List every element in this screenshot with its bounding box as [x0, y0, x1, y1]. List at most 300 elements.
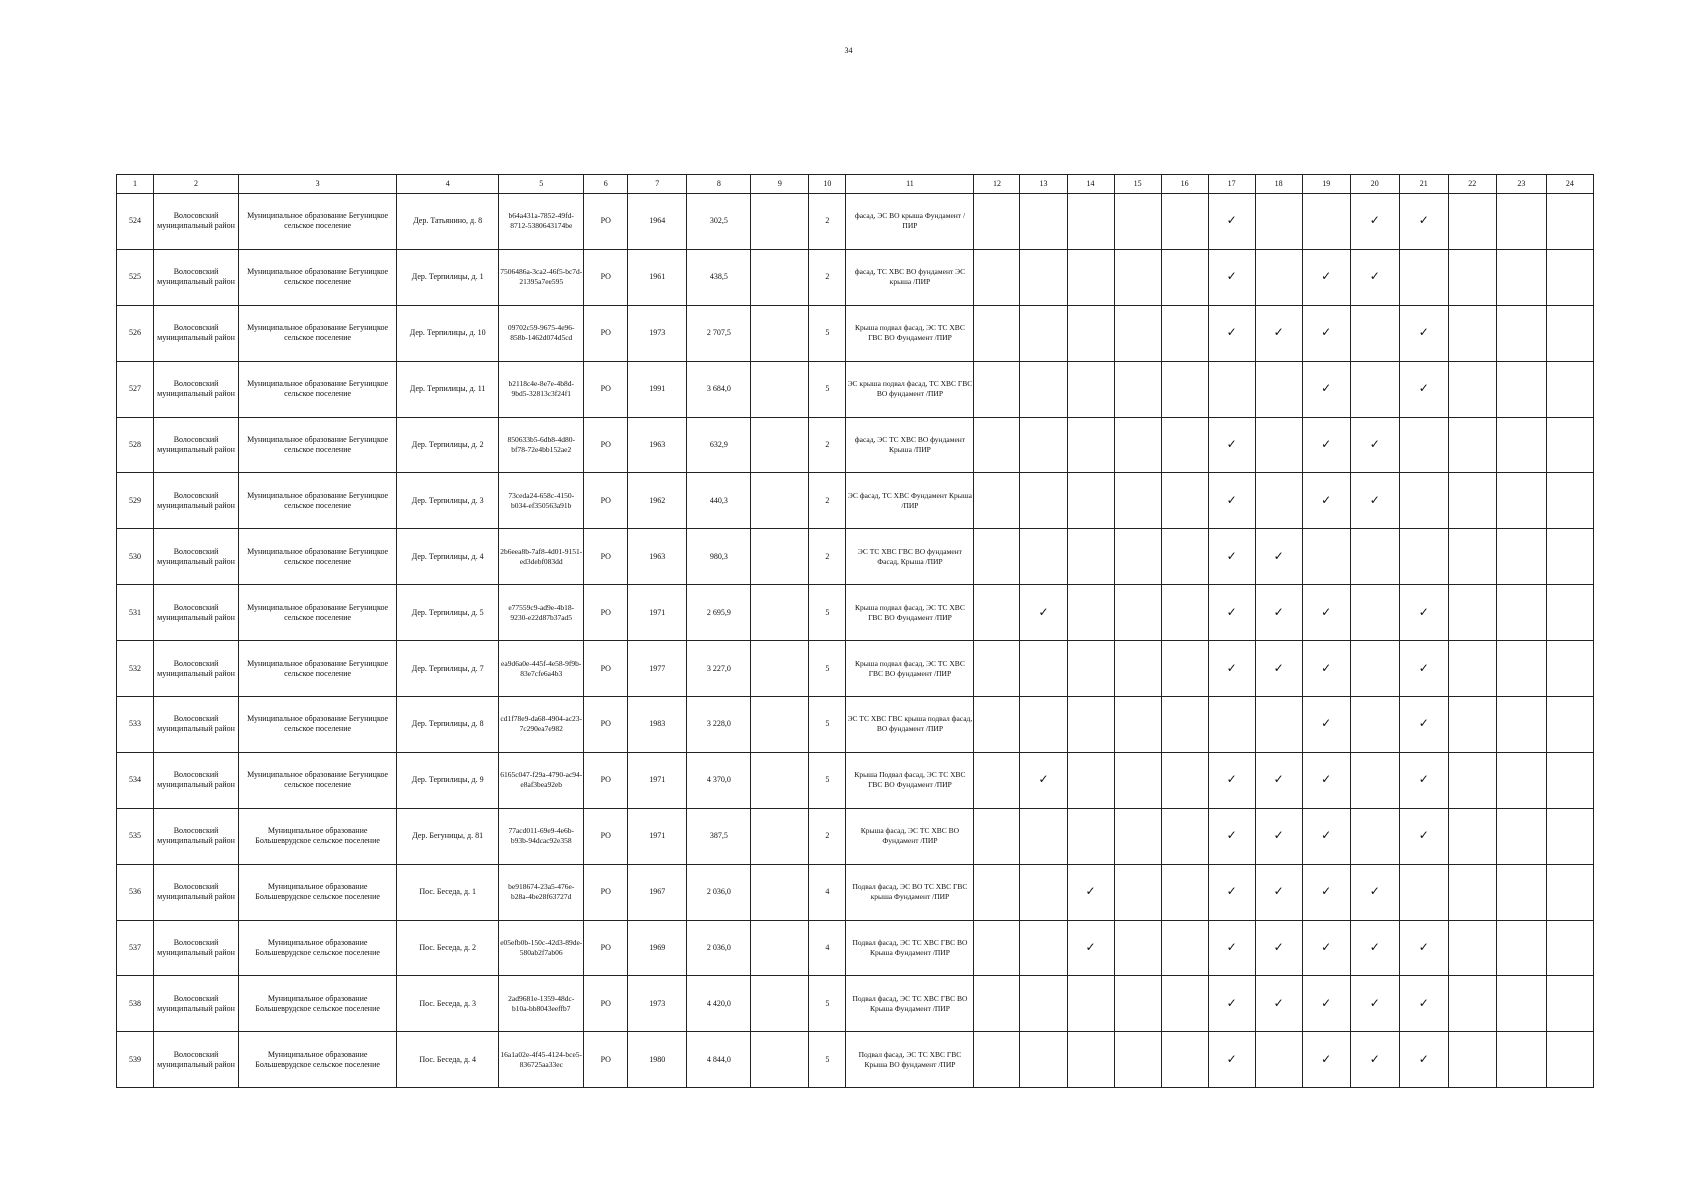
col9-cell [751, 305, 809, 361]
checkmark-icon: ✓ [1321, 269, 1332, 284]
checkmark-icon: ✓ [1418, 995, 1429, 1010]
check-cell-22 [1448, 1032, 1496, 1088]
checkmark-icon: ✓ [1369, 1051, 1380, 1066]
checkmark-icon: ✓ [1273, 884, 1284, 899]
row-number: 539 [117, 1032, 154, 1088]
check-cell-24 [1546, 864, 1593, 920]
guid-cell: 7506486a-3ca2-46f5-bc7d-21395a7ee595 [499, 249, 584, 305]
col9-cell [751, 864, 809, 920]
check-cell-17 [1208, 361, 1255, 417]
checkmark-icon: ✓ [1273, 325, 1284, 340]
type-cell: РО [584, 585, 628, 641]
column-header-9: 9 [751, 175, 809, 194]
check-cell-20 [1350, 585, 1399, 641]
checkmark-icon: ✓ [1273, 604, 1284, 619]
check-cell-15 [1114, 473, 1161, 529]
guid-cell: 2b6eea8b-7af8-4d01-9151-ed3debf083dd [499, 529, 584, 585]
check-cell-19 [1302, 529, 1350, 585]
check-cell-15 [1114, 585, 1161, 641]
checkmark-icon: ✓ [1321, 492, 1332, 507]
table-body [117, 194, 1594, 1088]
checkmark-icon: ✓ [1321, 772, 1332, 787]
check-cell-18 [1255, 249, 1302, 305]
check-cell-23 [1496, 697, 1546, 753]
floors-cell: 2 [809, 194, 846, 250]
column-header-12: 12 [974, 175, 1020, 194]
check-cell-24 [1546, 976, 1593, 1032]
checkmark-icon: ✓ [1226, 325, 1237, 340]
works-cell: ЭС крыша подвал фасад, ТС ХВС ГВС ВО фундамент /ПИР [846, 361, 974, 417]
check-cell-22 [1448, 641, 1496, 697]
check-cell-13 [1020, 697, 1067, 753]
check-cell-16 [1161, 473, 1208, 529]
guid-cell: 2ad9681e-1359-48dc-b10a-bb8043eeffb7 [499, 976, 584, 1032]
check-cell-22 [1448, 417, 1496, 473]
check-cell-13 [1020, 808, 1067, 864]
check-cell-22 [1448, 752, 1496, 808]
checkmark-icon: ✓ [1273, 772, 1284, 787]
type-cell: РО [584, 920, 628, 976]
row-number: 537 [117, 920, 154, 976]
area-cell: 4 420,0 [687, 976, 751, 1032]
check-cell-18 [1255, 361, 1302, 417]
column-header-23: 23 [1496, 175, 1546, 194]
table-row [117, 585, 1594, 641]
floors-cell: 2 [809, 417, 846, 473]
year-cell: 1961 [628, 249, 687, 305]
checkmark-icon: ✓ [1085, 940, 1096, 955]
checkmark-icon: ✓ [1226, 884, 1237, 899]
guid-cell: 09702c59-9675-4e96-858b-1462d074d5cd [499, 305, 584, 361]
works-cell: ЭС фасад, ТС ХВС Фундамент Крыша /ПИР [846, 473, 974, 529]
checkmark-icon: ✓ [1273, 548, 1284, 563]
check-cell-21 [1399, 194, 1448, 250]
col9-cell [751, 417, 809, 473]
check-cell-19 [1302, 808, 1350, 864]
check-cell-15 [1114, 194, 1161, 250]
check-cell-21 [1399, 1032, 1448, 1088]
guid-cell: b2118c4e-8e7e-4b8d-9bd5-32813c3f24f1 [499, 361, 584, 417]
floors-cell: 5 [809, 697, 846, 753]
checkmark-icon: ✓ [1418, 1051, 1429, 1066]
district-cell: Волосовский муниципальный район [154, 305, 239, 361]
municipality-cell: Муниципальное образование Бегуницкое сельское поселение [239, 641, 397, 697]
check-cell-24 [1546, 1032, 1593, 1088]
district-cell: Волосовский муниципальный район [154, 194, 239, 250]
check-cell-17 [1208, 752, 1255, 808]
check-cell-22 [1448, 585, 1496, 641]
check-cell-22 [1448, 194, 1496, 250]
floors-cell: 2 [809, 529, 846, 585]
check-cell-13 [1020, 920, 1067, 976]
check-cell-17 [1208, 305, 1255, 361]
check-cell-15 [1114, 1032, 1161, 1088]
floors-cell: 5 [809, 585, 846, 641]
check-cell-12 [974, 249, 1020, 305]
check-cell-24 [1546, 752, 1593, 808]
check-cell-23 [1496, 752, 1546, 808]
row-number: 527 [117, 361, 154, 417]
check-cell-16 [1161, 920, 1208, 976]
check-cell-12 [974, 361, 1020, 417]
floors-cell: 5 [809, 641, 846, 697]
row-number: 532 [117, 641, 154, 697]
check-cell-15 [1114, 864, 1161, 920]
check-cell-15 [1114, 305, 1161, 361]
district-cell: Волосовский муниципальный район [154, 417, 239, 473]
row-number: 530 [117, 529, 154, 585]
works-cell: фасад, ЭС ТС ХВС ВО фундамент Крыша /ПИР [846, 417, 974, 473]
checkmark-icon: ✓ [1273, 660, 1284, 675]
check-cell-19 [1302, 976, 1350, 1032]
check-cell-21 [1399, 976, 1448, 1032]
address-cell: Дер. Терпилицы, д. 11 [397, 361, 499, 417]
municipality-cell: Муниципальное образование Бегуницкое сельское поселение [239, 249, 397, 305]
column-header-10: 10 [809, 175, 846, 194]
column-header-14: 14 [1067, 175, 1114, 194]
checkmark-icon: ✓ [1321, 604, 1332, 619]
year-cell: 1983 [628, 697, 687, 753]
check-cell-17 [1208, 864, 1255, 920]
check-cell-14 [1067, 864, 1114, 920]
check-cell-18 [1255, 305, 1302, 361]
check-cell-16 [1161, 249, 1208, 305]
guid-cell: 850633b5-6db8-4d80-bf78-72e4bb152ae2 [499, 417, 584, 473]
address-cell: Дер. Терпилицы, д. 10 [397, 305, 499, 361]
check-cell-12 [974, 585, 1020, 641]
check-cell-17 [1208, 1032, 1255, 1088]
check-cell-22 [1448, 529, 1496, 585]
check-cell-14 [1067, 249, 1114, 305]
check-cell-18 [1255, 585, 1302, 641]
municipality-cell: Муниципальное образование Большеврудское сельское поселение [239, 976, 397, 1032]
check-cell-14 [1067, 194, 1114, 250]
check-cell-12 [974, 864, 1020, 920]
address-cell: Дер. Терпилицы, д. 7 [397, 641, 499, 697]
check-cell-15 [1114, 249, 1161, 305]
check-cell-18 [1255, 752, 1302, 808]
column-header-2: 2 [154, 175, 239, 194]
table-row [117, 473, 1594, 529]
checkmark-icon: ✓ [1418, 213, 1429, 228]
check-cell-18 [1255, 417, 1302, 473]
check-cell-19 [1302, 1032, 1350, 1088]
checkmark-icon: ✓ [1085, 884, 1096, 899]
checkmark-icon: ✓ [1321, 325, 1332, 340]
check-cell-23 [1496, 920, 1546, 976]
col9-cell [751, 808, 809, 864]
check-cell-20 [1350, 976, 1399, 1032]
checkmark-icon: ✓ [1226, 437, 1237, 451]
row-number: 526 [117, 305, 154, 361]
municipality-cell: Муниципальное образование Бегуницкое сельское поселение [239, 473, 397, 529]
area-cell: 2 707,5 [687, 305, 751, 361]
check-cell-19 [1302, 585, 1350, 641]
check-cell-12 [974, 641, 1020, 697]
check-cell-12 [974, 697, 1020, 753]
column-header-17: 17 [1208, 175, 1255, 194]
table-row [117, 361, 1594, 417]
column-header-11: 11 [846, 175, 974, 194]
address-cell: Пос. Беседа, д. 2 [397, 920, 499, 976]
year-cell: 1971 [628, 808, 687, 864]
check-cell-19 [1302, 752, 1350, 808]
floors-cell: 5 [809, 976, 846, 1032]
guid-cell: 73ceda24-658c-4150-b034-ef350563a91b [499, 473, 584, 529]
check-cell-13 [1020, 473, 1067, 529]
checkmark-icon: ✓ [1273, 995, 1284, 1010]
checkmark-icon: ✓ [1038, 604, 1049, 619]
check-cell-21 [1399, 752, 1448, 808]
municipality-cell: Муниципальное образование Бегуницкое сельское поселение [239, 361, 397, 417]
area-cell: 302,5 [687, 194, 751, 250]
check-cell-22 [1448, 808, 1496, 864]
checkmark-icon: ✓ [1273, 940, 1284, 955]
works-cell: Крыша фасад, ЭС ТС ХВС ВО Фундамент /ПИР [846, 808, 974, 864]
col9-cell [751, 249, 809, 305]
check-cell-14 [1067, 920, 1114, 976]
check-cell-24 [1546, 361, 1593, 417]
checkmark-icon: ✓ [1418, 828, 1429, 843]
check-cell-24 [1546, 808, 1593, 864]
check-cell-18 [1255, 1032, 1302, 1088]
check-cell-23 [1496, 808, 1546, 864]
municipality-cell: Муниципальное образование Бегуницкое сельское поселение [239, 752, 397, 808]
check-cell-20 [1350, 417, 1399, 473]
works-cell: фасад, ТС ХВС ВО фундамент ЭС крыша /ПИР [846, 249, 974, 305]
check-cell-17 [1208, 529, 1255, 585]
check-cell-12 [974, 752, 1020, 808]
check-cell-18 [1255, 920, 1302, 976]
col9-cell [751, 194, 809, 250]
row-number: 529 [117, 473, 154, 529]
year-cell: 1971 [628, 585, 687, 641]
checkmark-icon: ✓ [1226, 660, 1237, 675]
guid-cell: 6165c047-f29a-4790-ac94-e8af3bea92eb [499, 752, 584, 808]
check-cell-16 [1161, 976, 1208, 1032]
check-cell-17 [1208, 194, 1255, 250]
table-row [117, 305, 1594, 361]
guid-cell: cd1f78e9-da68-4904-ac23-7c290ea7e982 [499, 697, 584, 753]
check-cell-21 [1399, 808, 1448, 864]
check-cell-19 [1302, 417, 1350, 473]
check-cell-21 [1399, 305, 1448, 361]
table-row [117, 249, 1594, 305]
year-cell: 1973 [628, 976, 687, 1032]
check-cell-16 [1161, 585, 1208, 641]
floors-cell: 5 [809, 305, 846, 361]
floors-cell: 5 [809, 752, 846, 808]
check-cell-19 [1302, 249, 1350, 305]
column-header-15: 15 [1114, 175, 1161, 194]
column-header-13: 13 [1020, 175, 1067, 194]
col9-cell [751, 641, 809, 697]
check-cell-12 [974, 1032, 1020, 1088]
table-row [117, 194, 1594, 250]
checkmark-icon: ✓ [1226, 772, 1237, 787]
district-cell: Волосовский муниципальный район [154, 920, 239, 976]
year-cell: 1977 [628, 641, 687, 697]
check-cell-24 [1546, 473, 1593, 529]
header-row [117, 175, 1594, 194]
col9-cell [751, 920, 809, 976]
check-cell-17 [1208, 697, 1255, 753]
check-cell-12 [974, 473, 1020, 529]
area-cell: 4 370,0 [687, 752, 751, 808]
check-cell-19 [1302, 864, 1350, 920]
column-header-24: 24 [1546, 175, 1593, 194]
check-cell-23 [1496, 417, 1546, 473]
check-cell-17 [1208, 249, 1255, 305]
table-row [117, 641, 1594, 697]
floors-cell: 5 [809, 1032, 846, 1088]
check-cell-20 [1350, 249, 1399, 305]
address-cell: Пос. Беседа, д. 1 [397, 864, 499, 920]
check-cell-24 [1546, 194, 1593, 250]
row-number: 531 [117, 585, 154, 641]
district-cell: Волосовский муниципальный район [154, 976, 239, 1032]
works-cell: Крыша подвал фасад, ЭС ТС ХВС ГВС ВО фундамент /ПИР [846, 641, 974, 697]
type-cell: РО [584, 417, 628, 473]
check-cell-15 [1114, 752, 1161, 808]
checkmark-icon: ✓ [1418, 660, 1429, 675]
checkmark-icon: ✓ [1226, 269, 1237, 284]
check-cell-21 [1399, 249, 1448, 305]
row-number: 538 [117, 976, 154, 1032]
type-cell: РО [584, 529, 628, 585]
floors-cell: 5 [809, 361, 846, 417]
area-cell: 3 228,0 [687, 697, 751, 753]
check-cell-18 [1255, 976, 1302, 1032]
checkmark-icon: ✓ [1369, 213, 1380, 228]
type-cell: РО [584, 752, 628, 808]
check-cell-14 [1067, 697, 1114, 753]
address-cell: Дер. Татьянино, д. 8 [397, 194, 499, 250]
check-cell-24 [1546, 585, 1593, 641]
check-cell-18 [1255, 194, 1302, 250]
address-cell: Дер. Терпилицы, д. 5 [397, 585, 499, 641]
checkmark-icon: ✓ [1321, 660, 1332, 675]
check-cell-20 [1350, 808, 1399, 864]
district-cell: Волосовский муниципальный район [154, 808, 239, 864]
check-cell-16 [1161, 194, 1208, 250]
check-cell-21 [1399, 920, 1448, 976]
address-cell: Дер. Терпилицы, д. 8 [397, 697, 499, 753]
guid-cell: e77559c9-ad9e-4b18-9230-e22d87b37ad5 [499, 585, 584, 641]
type-cell: РО [584, 1032, 628, 1088]
municipality-cell: Муниципальное образование Большеврудское сельское поселение [239, 808, 397, 864]
check-cell-13 [1020, 305, 1067, 361]
check-cell-20 [1350, 1032, 1399, 1088]
table-row [117, 417, 1594, 473]
table-row [117, 864, 1594, 920]
area-cell: 3 227,0 [687, 641, 751, 697]
municipality-cell: Муниципальное образование Бегуницкое сельское поселение [239, 697, 397, 753]
type-cell: РО [584, 194, 628, 250]
column-header-1: 1 [117, 175, 154, 194]
check-cell-20 [1350, 864, 1399, 920]
check-cell-24 [1546, 249, 1593, 305]
check-cell-15 [1114, 920, 1161, 976]
year-cell: 1964 [628, 194, 687, 250]
column-header-5: 5 [499, 175, 584, 194]
col9-cell [751, 473, 809, 529]
check-cell-23 [1496, 864, 1546, 920]
check-cell-13 [1020, 976, 1067, 1032]
row-number: 534 [117, 752, 154, 808]
works-cell: ЭС ТС ХВС ГВС ВО фундамент Фасад, Крыша /ПИР [846, 529, 974, 585]
check-cell-14 [1067, 585, 1114, 641]
check-cell-24 [1546, 305, 1593, 361]
works-cell: Подвал фасад, ЭС ТС ХВС ГВС Крыша ВО фундамент /ПИР [846, 1032, 974, 1088]
checkmark-icon: ✓ [1321, 437, 1332, 451]
district-cell: Волосовский муниципальный район [154, 641, 239, 697]
floors-cell: 4 [809, 920, 846, 976]
check-cell-19 [1302, 920, 1350, 976]
check-cell-23 [1496, 194, 1546, 250]
check-cell-16 [1161, 1032, 1208, 1088]
year-cell: 1963 [628, 417, 687, 473]
check-cell-16 [1161, 361, 1208, 417]
district-cell: Волосовский муниципальный район [154, 473, 239, 529]
col9-cell [751, 529, 809, 585]
checkmark-icon: ✓ [1273, 828, 1284, 843]
checkmark-icon: ✓ [1321, 884, 1332, 899]
column-header-22: 22 [1448, 175, 1496, 194]
check-cell-14 [1067, 417, 1114, 473]
check-cell-13 [1020, 194, 1067, 250]
row-number: 533 [117, 697, 154, 753]
check-cell-15 [1114, 417, 1161, 473]
address-cell: Дер. Терпилицы, д. 2 [397, 417, 499, 473]
check-cell-17 [1208, 920, 1255, 976]
floors-cell: 2 [809, 249, 846, 305]
check-cell-16 [1161, 641, 1208, 697]
column-header-19: 19 [1302, 175, 1350, 194]
area-cell: 387,5 [687, 808, 751, 864]
col9-cell [751, 1032, 809, 1088]
check-cell-16 [1161, 305, 1208, 361]
row-number: 525 [117, 249, 154, 305]
check-cell-14 [1067, 808, 1114, 864]
check-cell-15 [1114, 529, 1161, 585]
check-cell-23 [1496, 529, 1546, 585]
check-cell-14 [1067, 361, 1114, 417]
checkmark-icon: ✓ [1418, 940, 1429, 955]
address-cell: Дер. Бегуницы, д. 81 [397, 808, 499, 864]
check-cell-24 [1546, 920, 1593, 976]
check-cell-18 [1255, 473, 1302, 529]
check-cell-17 [1208, 808, 1255, 864]
check-cell-21 [1399, 417, 1448, 473]
year-cell: 1969 [628, 920, 687, 976]
year-cell: 1962 [628, 473, 687, 529]
check-cell-22 [1448, 305, 1496, 361]
table-row [117, 752, 1594, 808]
page-number: 34 [844, 46, 853, 55]
checkmark-icon: ✓ [1369, 940, 1380, 955]
checkmark-icon: ✓ [1226, 604, 1237, 619]
year-cell: 1967 [628, 864, 687, 920]
check-cell-16 [1161, 417, 1208, 473]
guid-cell: 16a1a02e-4f45-4124-bce5-836725aa33ec [499, 1032, 584, 1088]
checkmark-icon: ✓ [1321, 828, 1332, 843]
check-cell-14 [1067, 976, 1114, 1032]
municipality-cell: Муниципальное образование Бегуницкое сельское поселение [239, 585, 397, 641]
guid-cell: ea9d6a0e-445f-4e58-9f9b-83e7cfe6a4b3 [499, 641, 584, 697]
check-cell-16 [1161, 529, 1208, 585]
check-cell-22 [1448, 697, 1496, 753]
